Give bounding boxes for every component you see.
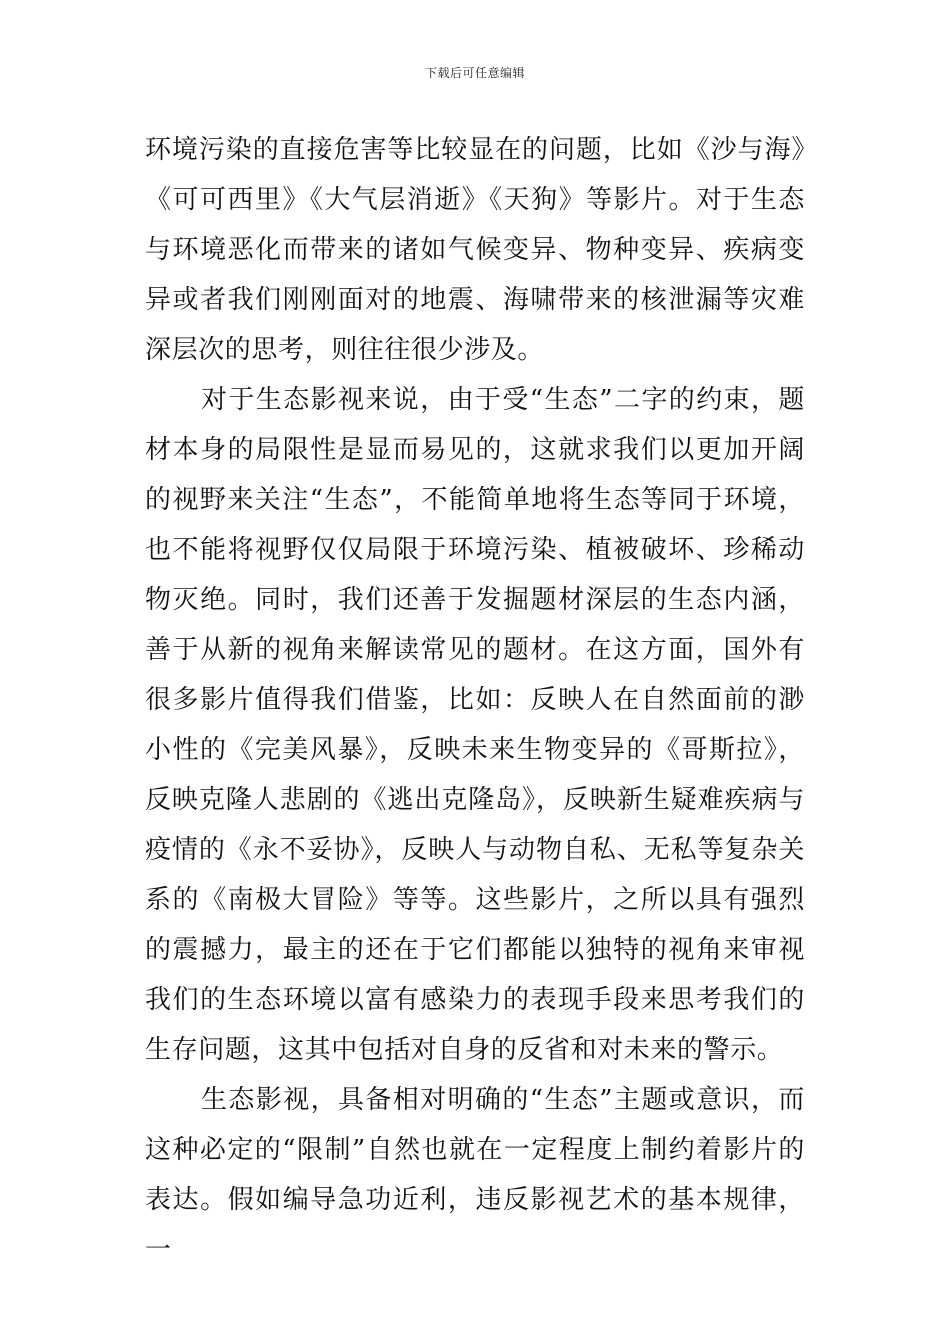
page-header: 下载后可任意编辑 (424, 66, 525, 80)
document-body (145, 125, 805, 1275)
paragraph-1: 环境污染的直接危害等比较显在的问题，比如《沙与海》《可可西里》《大气层消逝》《天狗》等影片。对于生态与环境恶化而带来的诸如气候变异、物种变异、疾病变异或者我们刚刚面对的地震、海啸带来的核泄漏等灾难深层次的思考，则往往很少涉及。 (145, 135, 805, 365)
paragraph-2: 对于生态影视来说，由于受“生态”二字的约束，题材本身的局限性是显而易见的，这就求我们以更加开阔的视野来关注“生态”，不能简单地将生态等同于环境，也不能将视野仅仅局限于环境污染、植被破坏、珍稀动物灭绝。同时，我们还善于发掘题材深层的生态内涵，善于从新的视角来解读常见的题材。在这方面，国外有很多影片值得我们借鉴，比如：反映人在自然面前的渺小性的《完美风暴》，反映未来生物变异的《哥斯拉》，反映克隆人悲剧的《逃出克隆岛》，反映新生疑难疾病与疫情的《永不妥协》，反映人与动物自私、无私等复杂关系的《南极大冒险》等等。这些影片，之所以具有强烈的震撼力，最主的还在于它们都能以独特的视角来审视我们的生态环境以富有感染力的表现手段来思考我们的生存问题，这其中包括对自身的反省和对未来的警示。 (145, 385, 805, 1065)
paragraph-3: 生态影视，具备相对明确的“生态”主题或意识，而这种必定的“限制”自然也就在一定程度上制约着影片的表达。假如编导急功近利，违反影视艺术的基本规律，一 (145, 1085, 805, 1265)
